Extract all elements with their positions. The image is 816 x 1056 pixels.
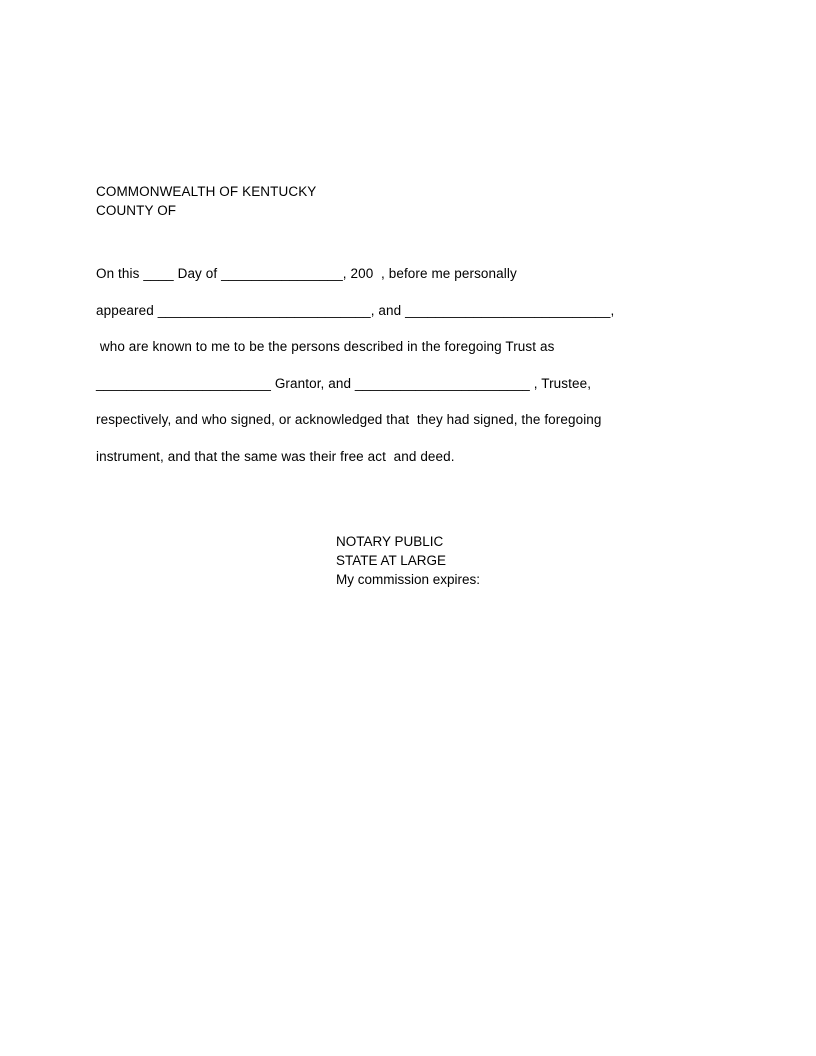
- county-line: COUNTY OF: [96, 203, 177, 218]
- acknowledgment-line-5: respectively, and who signed, or acknowledged that they had signed, the foregoing: [96, 412, 602, 427]
- acknowledgment-line-6: instrument, and that the same was their free act and deed.: [96, 448, 455, 464]
- commonwealth-line: COMMONWEALTH OF KENTUCKY: [96, 184, 317, 199]
- notary-public-title: NOTARY PUBLIC: [336, 534, 444, 549]
- acknowledgment-line-2: appeared ____________________________, and ___________________________,: [96, 302, 615, 318]
- acknowledgment-line-1: On this ____ Day of ________________, 200 , before me personally: [96, 266, 517, 281]
- jurisdiction-heading: [96, 182, 316, 220]
- acknowledgment-line-3: who are known to me to be the persons described in the foregoing Trust as: [96, 339, 555, 354]
- acknowledgment-body: [96, 256, 716, 475]
- acknowledgment-line-4: _______________________ Grantor, and _______________________ , Trustee,: [96, 375, 592, 391]
- notary-commission-expires-label: My commission expires:: [336, 571, 481, 587]
- notary-signature-block: [336, 533, 480, 589]
- notary-state-line: STATE AT LARGE: [336, 552, 447, 568]
